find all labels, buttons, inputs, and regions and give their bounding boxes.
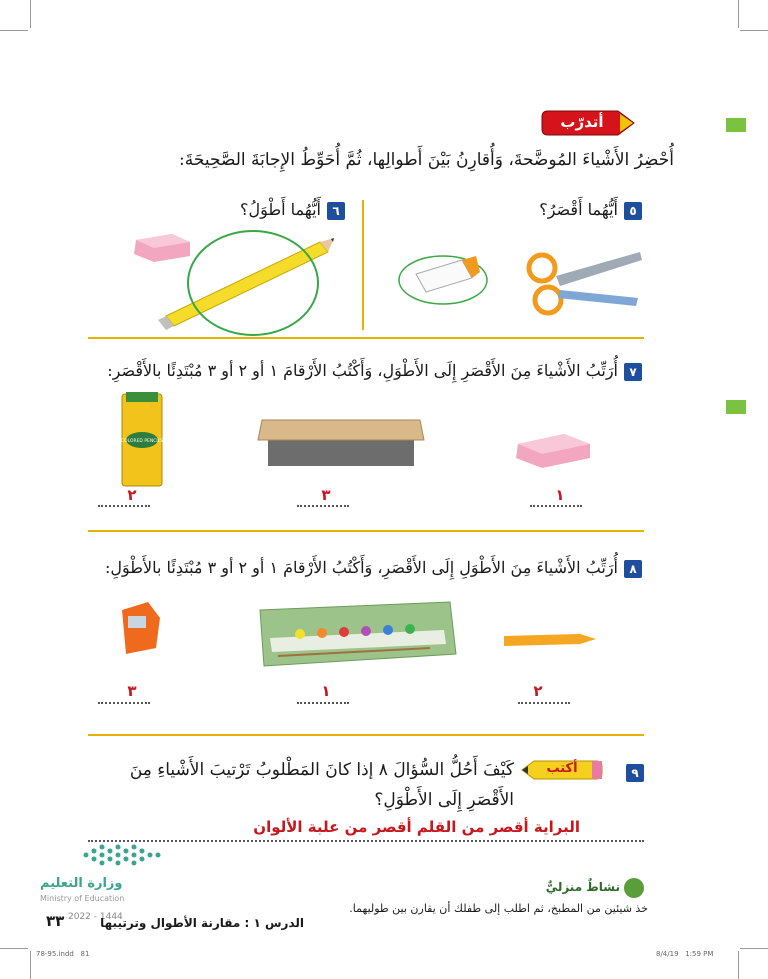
q8-answer: ٣ <box>127 682 137 700</box>
sharpener-icon <box>122 602 160 654</box>
pencil-case-icon <box>258 420 424 466</box>
q8-pictures <box>110 590 630 680</box>
eraser-icon <box>516 434 590 468</box>
watercolor-paints-icon <box>260 602 456 666</box>
q8-number: ٨ <box>624 560 642 578</box>
practice-badge-label: أتدرّب <box>560 113 604 131</box>
q8-answer: ١ <box>321 682 331 700</box>
q7-answer: ١ <box>555 486 565 504</box>
answer-line <box>98 702 150 704</box>
ministry-name-en: Ministry of Education <box>40 894 125 903</box>
q7-number: ٧ <box>624 363 642 381</box>
answer-line <box>98 505 150 507</box>
section-divider <box>88 337 644 339</box>
side-tab <box>726 118 746 132</box>
ministry-logo-icon <box>80 842 166 868</box>
glue-bottle-icon <box>399 256 487 304</box>
practice-badge <box>540 108 636 138</box>
q6-text: أَيُّهُما أَطْوَلُ؟ <box>239 200 321 219</box>
home-activity-text: خذ شيئين من المطبخ، ثم اطلب إلى طفلك أن يقارن بين طوليهما. <box>349 902 648 915</box>
q5-q6-pictures <box>120 228 650 338</box>
write-badge-label: أكتب <box>546 761 578 776</box>
q7-text: أُرَتِّبُ الأَشْياءَ مِنَ الأَقْصَرِ إِلَى الأَطْوَلِ، وَأَكْتُبُ الأَرْقامَ ١ أو ٢ أو ٣ مُبْتَدِئًا بالأَقْصَرِ: <box>107 361 618 380</box>
lesson-title: الدرس ١ : مقارنة الأطوال وترتيبها <box>100 916 304 930</box>
q5-number: ٥ <box>624 202 642 220</box>
q6-number: ٦ <box>327 202 345 220</box>
section-divider <box>88 734 644 736</box>
print-date: 8/4/19 1:59 PM <box>656 950 714 958</box>
edition-year: 2022 - 1444 <box>68 912 123 922</box>
q5-text: أَيُّهُما أَقْصَرُ؟ <box>539 200 618 219</box>
main-instruction: أُحْضِرُ الأَشْياءَ المُوضَّحةَ، وَأُقارِنُ بَيْنَ أَطوالِها، ثُمَّ أُحَوِّطُ الإِجابَةَ الصَّحِيحَةَ: <box>179 150 674 170</box>
write-badge <box>520 758 604 782</box>
q9-answer: البراية أقصر من القلم أقصر من علبة الألوان <box>253 818 580 836</box>
q7-answer: ٣ <box>321 486 331 504</box>
answer-line <box>297 505 349 507</box>
scissors-icon <box>529 252 642 313</box>
q9-line2: الأَقْصَرِ إِلَى الأَطْوَلِ؟ <box>374 790 514 810</box>
ministry-name-ar: وزارة التعليم <box>40 876 123 891</box>
eraser-icon <box>134 234 190 262</box>
q9-line1: كَيْفَ أَحُلُّ السُّؤالَ ٨ إذا كانَ المَطْلوبُ تَرْتيبَ الأَشْياءِ مِنَ <box>129 760 514 780</box>
page-number: ٣٣ <box>46 912 65 930</box>
answer-line <box>518 702 570 704</box>
answer-line <box>297 702 349 704</box>
q9-number: ٩ <box>626 764 644 782</box>
q7-pictures <box>110 392 630 492</box>
file-name: 78-95.indd 81 <box>36 950 90 958</box>
answer-line <box>88 840 644 842</box>
section-divider <box>88 530 644 532</box>
crayon-box-icon <box>121 392 163 486</box>
home-activity-icon <box>624 878 644 898</box>
home-activity-title: نشاطٌ منزليٌّ <box>545 880 620 894</box>
crayon-box-label: COLORED PENCILS <box>120 439 164 444</box>
crayon-icon <box>504 634 596 646</box>
side-tab <box>726 400 746 414</box>
q7-answer: ٢ <box>127 486 137 504</box>
q8-text: أُرَتِّبُ الأَشْياءَ مِنَ الأَطْوَلِ إِلَى الأَقْصَرِ، وَأَكْتُبُ الأَرْقامَ ١ أو ٢ أو ٣ مُبْتَدِئًا بالأَطْوَلِ: <box>104 558 618 577</box>
answer-line <box>530 505 582 507</box>
q8-answer: ٢ <box>533 682 543 700</box>
